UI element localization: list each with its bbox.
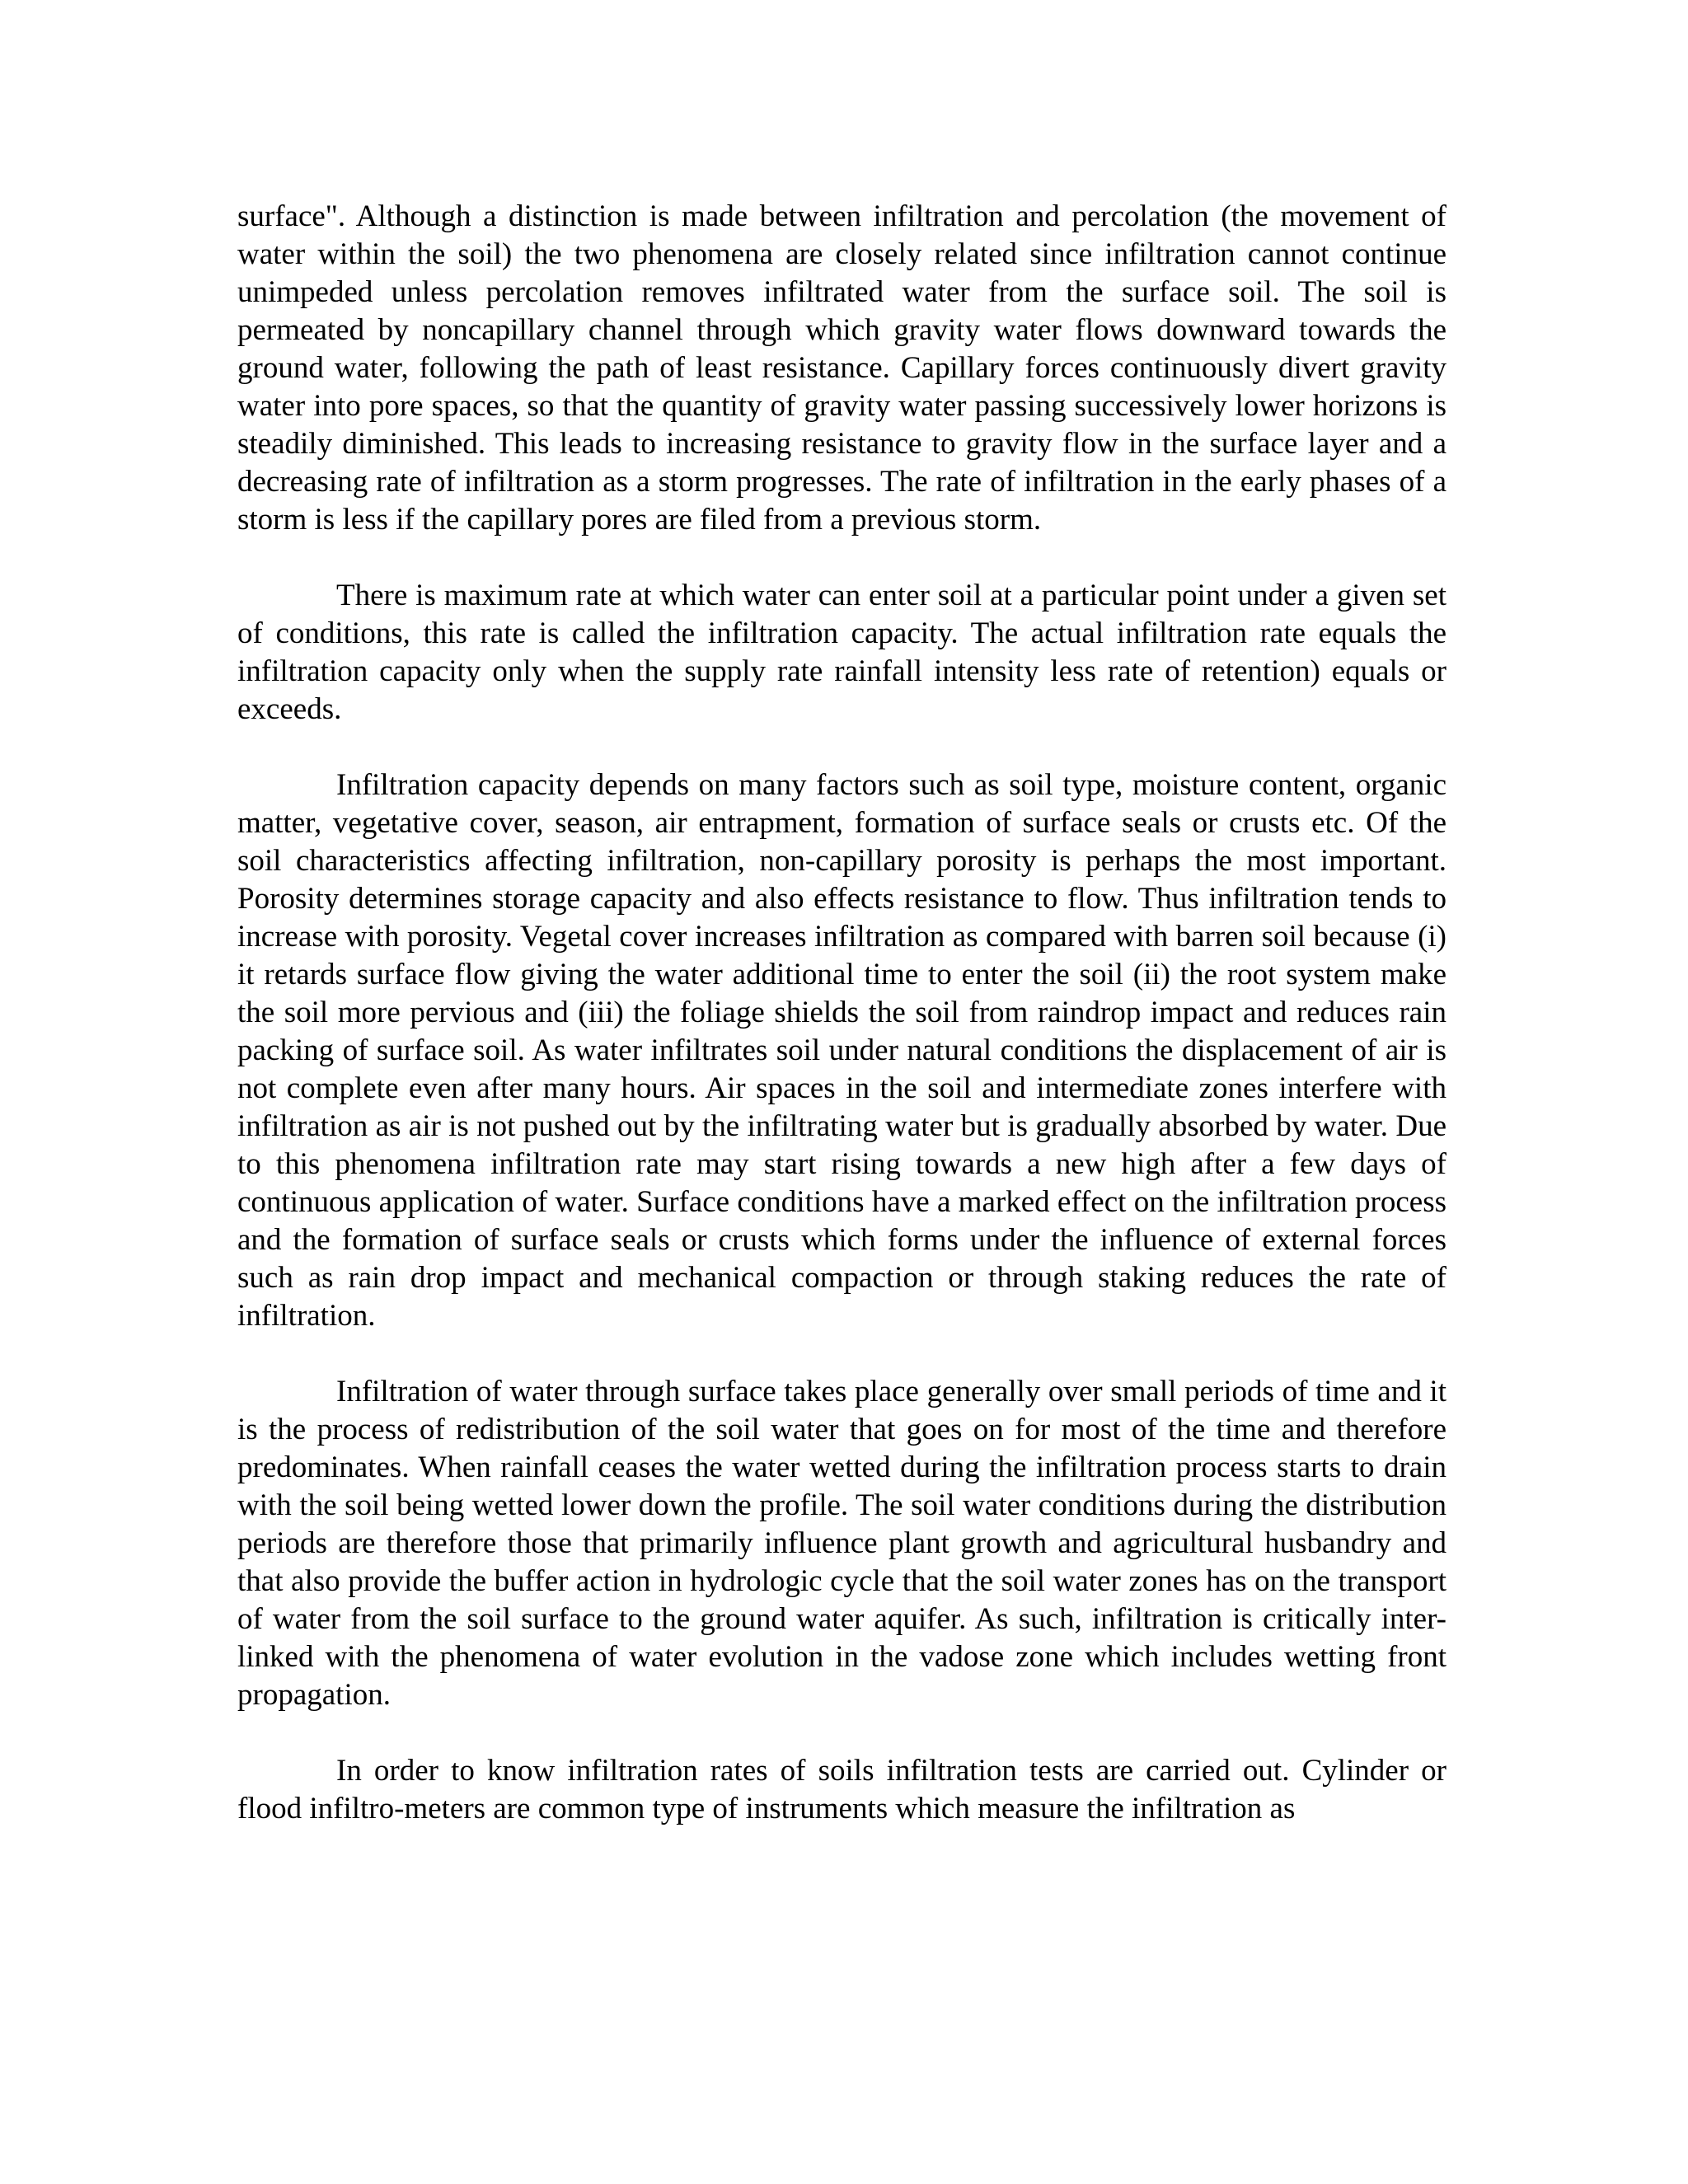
paragraph-infiltration-factors: Infiltration capacity depends on many factors such as soil type, moisture content, organic matter, vegetative cover, season, air entrapment, formation of surface seals or crusts etc. Of the soil characteristics affecting infiltration, non-capillary porosity is perhaps the most important. Porosity determines storage capacity and also effects resistance to flow. Thus infiltration tends to increase with porosity. Vegetal cover increases infiltration as compared with barren soil because (i) it retards surface flow giving the water additional time to enter the soil (ii) the root system make the soil more pervious and (iii) the foliage shields the soil from raindrop impact and reduces rain packing of surface soil. As water infiltrates soil under natural conditions the displacement of air is not complete even after many hours. Air spaces in the soil and intermediate zones interfere with infiltration as air is not pushed out by the infiltrating water but is gradually absorbed by water. Due to this phenomena infiltration rate may start rising towards a new high after a few days of continuous application of water. Surface conditions have a marked effect on the infiltration process and the formation of surface seals or crusts which forms under the influence of external forces such as rain drop impact and mechanical compaction or through staking reduces the rate of infiltration. <box>237 768 1447 1333</box>
paragraph-infiltration-tests: In order to know infiltration rates of soils infiltration tests are carried out. Cylinder or flood infiltro-meters are common type of instruments which measure the infiltration as <box>237 1754 1447 1825</box>
document-page <box>237 198 1447 1828</box>
paragraph-redistribution: Infiltration of water through surface takes place generally over small periods of time and it is the process of redistribution of the soil water that goes on for most of the time and therefore predominates. When rainfall ceases the water wetted during the infiltration process starts to drain with the soil being wetted lower down the profile. The soil water conditions during the distribution periods are therefore those that primarily influence plant growth and agricultural husbandry and that also provide the buffer action in hydrologic cycle that the soil water zones has on the transport of water from the soil surface to the ground water aquifer. As such, infiltration is critically inter-linked with the phenomena of water evolution in the vadose zone which includes wetting front propagation. <box>237 1375 1447 1712</box>
paragraph-percolation: surface". Although a distinction is made between infiltration and percolation (the movement of water within the soil) the two phenomena are closely related since infiltration cannot continue unimpeded unless percolation removes infiltrated water from the surface soil. The soil is permeated by noncapillary channel through which gravity water flows downward towards the ground water, following the path of least resistance. Capillary forces continuously divert gravity water into pore spaces, so that the quantity of gravity water passing successively lower horizons is steadily diminished. This leads to increasing resistance to gravity flow in the surface layer and a decreasing rate of infiltration as a storm progresses. The rate of infiltration in the early phases of a storm is less if the capillary pores are filed from a previous storm. <box>237 199 1447 537</box>
paragraph-infiltration-capacity-definition: There is maximum rate at which water can enter soil at a particular point under a given set of conditions, this rate is called the infiltration capacity. The actual infiltration rate equals the infiltration capacity only when the supply rate rainfall intensity less rate of retention) equals or exceeds. <box>237 579 1447 726</box>
